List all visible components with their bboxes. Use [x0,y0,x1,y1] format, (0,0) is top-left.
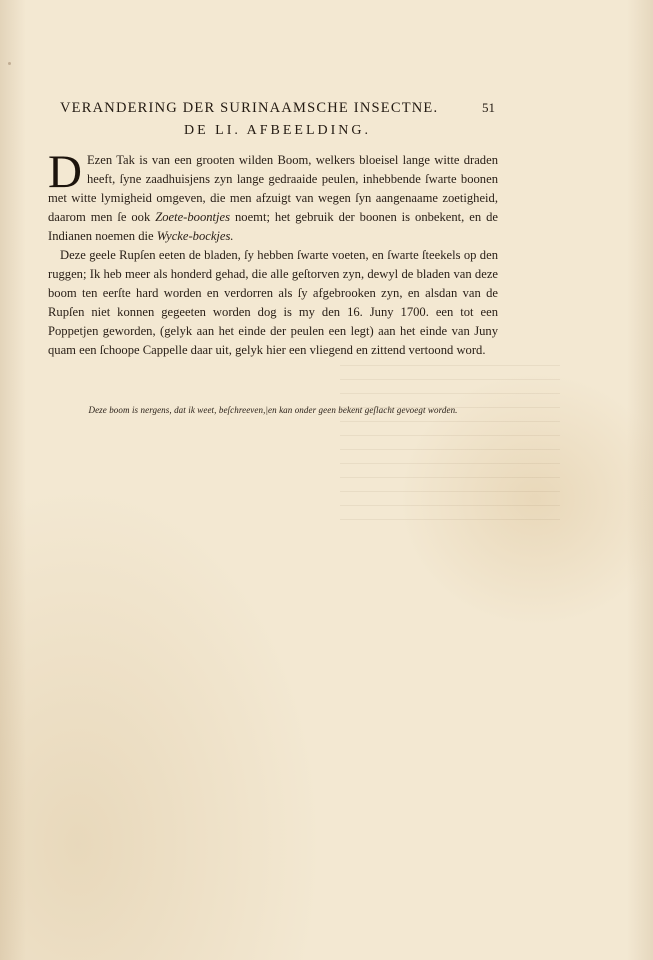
plate-title: DE LI. AFBEELDING. [184,123,371,138]
show-through-texture [340,360,560,520]
paragraph-1-text-b: noemt; het gebruik der boonen is onbekent, en de Indianen noemen die [48,210,498,243]
page-number: 51 [482,100,495,115]
paragraph-1-text-a: Ezen Tak is van een grooten wilden Boom, welkers bloeisel lange witte draden heeft, ſyne zaadhuisjens zyn lange gedraaide peulen, inhebbende ſwarte boonen met witte lymigheid omgeven, die men afzuigt van wegen ſyn aangenaame zoetigheid, daarom men ſe ook [48,153,498,224]
running-title: VERANDERING DER SURINAAMSCHE INSECTNE. [60,100,439,116]
drop-cap: D [48,146,82,198]
paragraph-2: Deze geele Rupſen eeten de bladen, ſy hebben ſwarte voeten, en ſwarte ſteekels op den ruggen; Ik heb meer als honderd gehad, die alle geſtorven zyn, dewyl de bladen van deze boom ten eerſte hard worden en verdorren als ſy afgebrooken zyn, en alsdan van de Rupſen niet konnen gegeeten worden dog is my den 16. Juny 1700. een tot een Poppetjen geworden, (gelyk aan het einde der peulen een legt) aan het einde van Juny quam een ſchoope Cappelle daar uit, gelyk hier een vliegend en zittend vertoond word. [48,248,498,357]
footnote: Deze boom is nergens, dat ik weet, beſchreeven,|en kan onder geen bekent geſlacht gevoegt worden. [88,405,458,415]
paragraph-1 [48,146,498,246]
running-head [60,100,495,117]
paper-spot [8,62,11,65]
paragraph-1-italic-b: Wycke-bockjes. [156,229,234,243]
paragraph-1-italic-a: Zoete-boontjes [155,210,231,224]
body-text [48,146,498,360]
